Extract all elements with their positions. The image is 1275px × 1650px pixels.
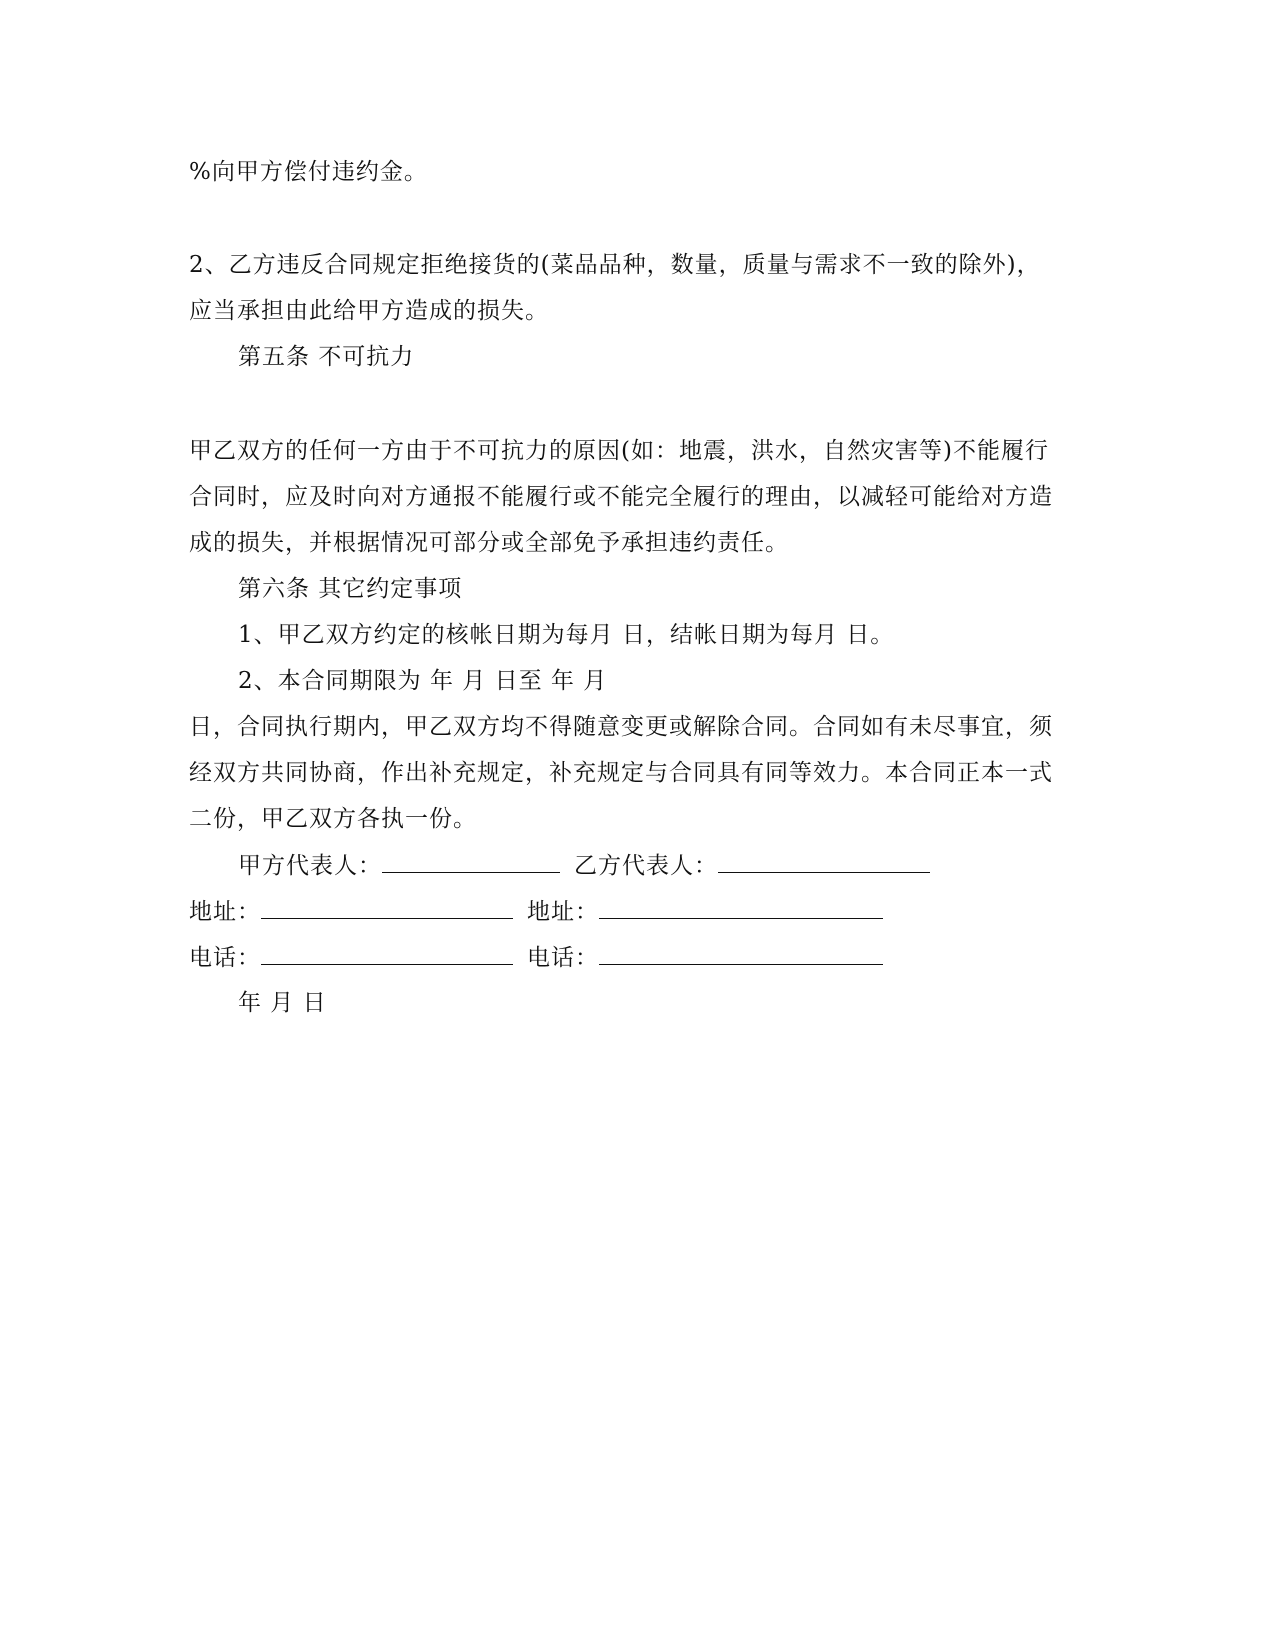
party-a-rep-label: 甲方代表人： <box>238 853 382 879</box>
party-b-rep-label: 乙方代表人： <box>574 853 718 879</box>
party-a-rep-blank[interactable] <box>382 850 560 873</box>
text-line: 应当承担由此给甲方造成的损失。 <box>189 298 549 324</box>
text-line: 成的损失，并根据情况可部分或全部免予承担违约责任。 <box>189 530 789 556</box>
text-line: 二份，甲乙双方各执一份。 <box>189 806 477 832</box>
address-a-blank[interactable] <box>261 896 513 919</box>
date-line: 年 月 日 <box>238 990 327 1016</box>
section-heading: 第五条 不可抗力 <box>238 344 415 370</box>
text-line: 1、甲乙双方约定的核帐日期为每月 日，结帐日期为每月 日。 <box>238 622 895 648</box>
signature-phone-line <box>189 942 897 973</box>
address-a-label: 地址： <box>189 899 261 925</box>
address-b-label: 地址： <box>527 899 599 925</box>
text-line: 日，合同执行期内，甲乙双方均不得随意变更或解除合同。合同如有未尽事宜，须 <box>189 714 1053 740</box>
phone-a-blank[interactable] <box>261 942 513 965</box>
signature-rep-line <box>238 850 944 881</box>
text-line: 2、乙方违反合同规定拒绝接货的(菜品品种，数量，质量与需求不一致的除外)， <box>189 252 1041 278</box>
text-line: 甲乙双方的任何一方由于不可抗力的原因(如：地震，洪水，自然灾害等)不能履行 <box>189 438 1049 464</box>
text-line: %向甲方偿付违约金。 <box>189 159 428 185</box>
text-line: 经双方共同协商，作出补充规定，补充规定与合同具有同等效力。本合同正本一式 <box>189 760 1053 786</box>
phone-a-label: 电话： <box>189 945 261 971</box>
section-heading: 第六条 其它约定事项 <box>238 576 463 602</box>
phone-b-blank[interactable] <box>599 942 883 965</box>
party-b-rep-blank[interactable] <box>718 850 930 873</box>
signature-address-line <box>189 896 897 927</box>
phone-b-label: 电话： <box>527 945 599 971</box>
address-b-blank[interactable] <box>599 896 883 919</box>
text-line: 2、本合同期限为 年 月 日至 年 月 <box>238 668 608 694</box>
text-line: 合同时，应及时向对方通报不能履行或不能完全履行的理由，以减轻可能给对方造 <box>189 484 1053 510</box>
